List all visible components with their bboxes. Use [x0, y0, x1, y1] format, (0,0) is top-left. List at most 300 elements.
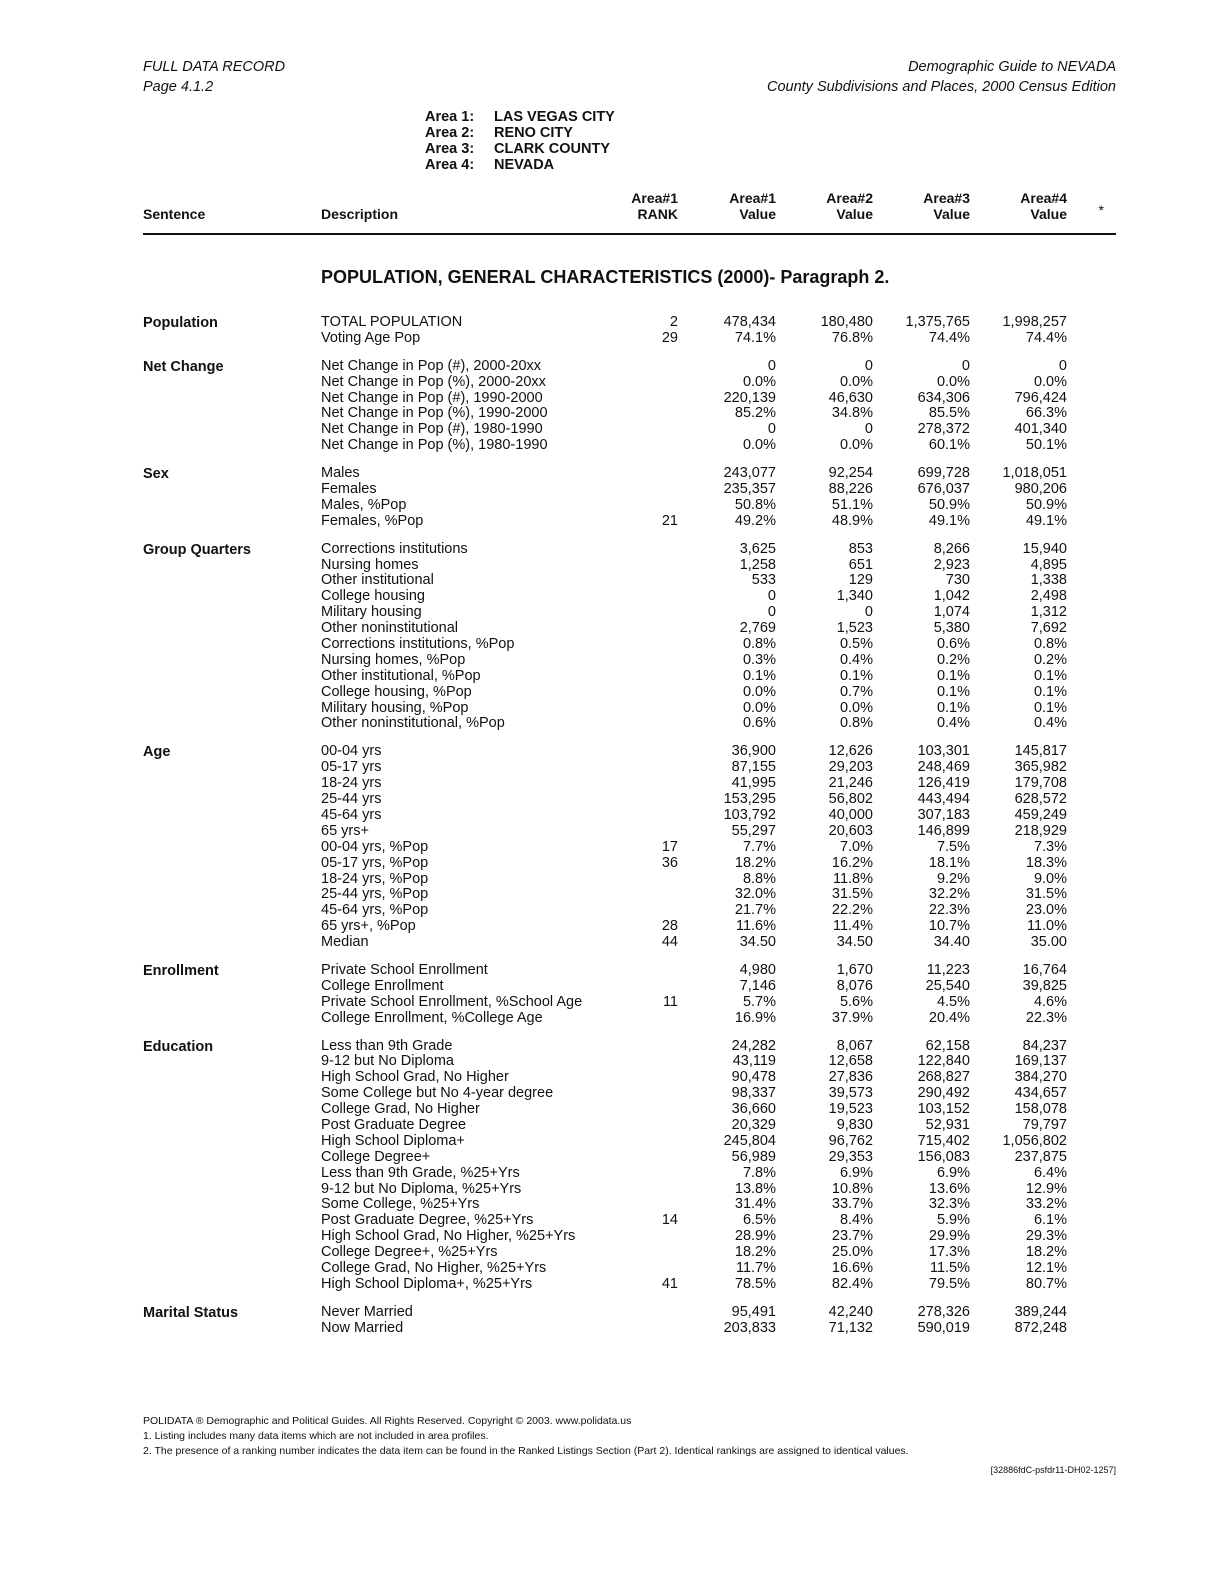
table-row	[143, 315, 1116, 331]
table-row	[143, 558, 1116, 574]
col-area2-line1: Area#2	[826, 190, 873, 206]
table-row	[143, 1086, 1116, 1102]
header-rule	[143, 233, 1116, 235]
table-row	[143, 1229, 1116, 1245]
row-area4-value: 628,572	[1014, 791, 1067, 808]
header-left	[143, 57, 285, 97]
row-area3-value: 1,074	[933, 604, 970, 621]
row-rank: 14	[661, 1212, 678, 1229]
row-area3-value: 156,083	[917, 1148, 970, 1165]
row-description: College Grad, No Higher	[321, 1101, 480, 1118]
row-area2-value: 0.4%	[839, 651, 873, 668]
row-description: Net Change in Pop (%), 2000-20xx	[321, 373, 546, 390]
row-area1-value: 56,989	[731, 1148, 776, 1165]
row-area4-value: 0.8%	[1033, 636, 1067, 653]
row-area2-value: 0.0%	[839, 373, 873, 390]
row-area4-value: 459,249	[1014, 806, 1067, 823]
row-area3-value: 18.1%	[928, 854, 970, 871]
row-area2-value: 46,630	[828, 389, 873, 406]
row-rank: 36	[661, 854, 678, 871]
data-table	[143, 315, 1116, 1349]
row-description: Never Married	[321, 1303, 413, 1320]
table-row	[143, 1118, 1116, 1134]
row-area1-value: 7,146	[739, 977, 776, 994]
row-area2-value: 29,353	[828, 1148, 873, 1165]
row-area4-value: 33.2%	[1025, 1196, 1067, 1213]
row-area2-value: 22.2%	[831, 902, 873, 919]
row-description: Net Change in Pop (#), 1990-2000	[321, 389, 543, 406]
col-rank-line2: RANK	[637, 206, 678, 222]
row-description: Nursing homes, %Pop	[321, 651, 466, 668]
section-name: Population	[143, 315, 218, 331]
row-area4-value: 31.5%	[1025, 886, 1067, 903]
row-area1-value: 2,769	[739, 620, 776, 637]
row-description: 00-04 yrs, %Pop	[321, 838, 429, 855]
row-area3-value: 5.9%	[936, 1212, 970, 1229]
row-area1-value: 533	[751, 572, 776, 589]
row-area3-value: 32.2%	[928, 886, 970, 903]
row-area4-value: 2,498	[1030, 588, 1067, 605]
table-row	[143, 1054, 1116, 1070]
row-area2-value: 27,836	[828, 1069, 873, 1086]
row-area3-value: 1,375,765	[905, 314, 970, 330]
row-area4-value: 49.1%	[1025, 512, 1067, 529]
row-description: 18-24 yrs	[321, 775, 382, 792]
row-description: Post Graduate Degree, %25+Yrs	[321, 1212, 534, 1229]
section-name: Net Change	[143, 358, 224, 375]
row-area3-value: 6.9%	[936, 1164, 970, 1181]
row-area3-value: 103,152	[917, 1101, 970, 1118]
table-row	[143, 919, 1116, 935]
row-area4-value: 9.0%	[1033, 870, 1067, 887]
paragraph-title: POPULATION, GENERAL CHARACTERISTICS (2000)- Paragraph 2.	[321, 267, 890, 287]
row-area2-value: 82.4%	[831, 1275, 873, 1292]
col-area1-value	[729, 190, 776, 222]
col-area3-line1: Area#3	[923, 190, 970, 206]
table-row	[143, 903, 1116, 919]
table-row	[143, 605, 1116, 621]
row-area2-value: 0	[864, 357, 873, 374]
row-description: 25-44 yrs	[321, 791, 382, 808]
row-description: 05-17 yrs	[321, 759, 382, 776]
col-area1-line2: Value	[739, 206, 776, 222]
row-description: Corrections institutions	[321, 540, 468, 557]
row-description: 65 yrs+, %Pop	[321, 918, 416, 935]
row-area3-value: 52,931	[925, 1116, 970, 1133]
row-area2-value: 1,340	[836, 588, 873, 605]
row-area1-value: 243,077	[723, 465, 776, 482]
footer-copyright: POLIDATA ® Demographic and Political Guides. All Rights Reserved. Copyright © 2003. www.polidata.us	[143, 1415, 632, 1427]
footer-note-2: 2. The presence of a ranking number indicates the data item can be found in the Ranked Listings Section (Part 2). Identical rankings are assigned to identical values.	[143, 1445, 909, 1457]
area-list	[425, 109, 615, 173]
row-area3-value: 11,223	[926, 961, 970, 978]
row-area4-value: 1,018,051	[1002, 465, 1067, 482]
row-area4-value: 365,982	[1014, 759, 1067, 776]
row-area3-value: 79.5%	[928, 1275, 970, 1292]
row-area2-value: 96,762	[828, 1132, 873, 1149]
row-area1-value: 8.8%	[742, 870, 776, 887]
row-area2-value: 92,254	[828, 465, 873, 482]
table-row	[143, 1261, 1116, 1277]
row-area3-value: 13.6%	[928, 1180, 970, 1197]
row-area4-value: 1,338	[1030, 572, 1067, 589]
row-area2-value: 0	[864, 604, 873, 621]
row-area2-value: 19,523	[828, 1101, 873, 1118]
row-description: TOTAL POPULATION	[321, 314, 463, 330]
row-area2-value: 11.4%	[832, 918, 873, 935]
table-row	[143, 498, 1116, 514]
row-description: 25-44 yrs, %Pop	[321, 886, 429, 903]
row-area4-value: 15,940	[1022, 540, 1067, 557]
row-description: College housing, %Pop	[321, 683, 472, 700]
row-area3-value: 0.0%	[936, 373, 970, 390]
row-area1-value: 0	[767, 421, 776, 438]
row-area4-value: 0.1%	[1033, 667, 1067, 684]
row-area1-value: 13.8%	[734, 1180, 776, 1197]
col-area1-line1: Area#1	[729, 190, 776, 206]
row-description: 9-12 but No Diploma, %25+Yrs	[321, 1180, 522, 1197]
row-description: Post Graduate Degree	[321, 1116, 467, 1133]
page-number: Page 4.1.2	[143, 79, 214, 95]
table-row	[143, 589, 1116, 605]
row-area3-value: 278,326	[917, 1303, 970, 1320]
row-description: College Enrollment	[321, 977, 444, 994]
row-area4-value: 237,875	[1014, 1148, 1067, 1165]
row-area1-value: 478,434	[723, 314, 776, 330]
row-description: Females, %Pop	[321, 512, 424, 529]
row-area4-value: 0.0%	[1033, 373, 1067, 390]
col-area3-line2: Value	[933, 206, 970, 222]
col-area3-value	[923, 190, 970, 222]
row-area2-value: 0	[864, 421, 873, 438]
area-row	[425, 125, 615, 141]
row-description: 05-17 yrs, %Pop	[321, 854, 429, 871]
row-area2-value: 180,480	[820, 314, 873, 330]
row-area2-value: 1,670	[836, 961, 873, 978]
row-area4-value: 12.9%	[1025, 1180, 1067, 1197]
row-area3-value: 307,183	[917, 806, 970, 823]
row-description: Other institutional, %Pop	[321, 667, 481, 684]
row-area3-value: 17.3%	[928, 1244, 970, 1261]
table-row	[143, 840, 1116, 856]
col-area4-line1: Area#4	[1020, 190, 1067, 206]
row-area4-value: 218,929	[1014, 822, 1067, 839]
row-description: College Degree+, %25+Yrs	[321, 1244, 498, 1261]
row-area1-value: 3,625	[739, 540, 776, 557]
table-row	[143, 808, 1116, 824]
table-row	[143, 438, 1116, 454]
row-area3-value: 278,372	[917, 421, 970, 438]
row-description: Voting Age Pop	[321, 329, 421, 346]
row-description: Less than 9th Grade	[321, 1037, 453, 1054]
row-area3-value: 0.1%	[936, 667, 970, 684]
row-area4-value: 12.1%	[1025, 1259, 1067, 1276]
area-row	[425, 109, 615, 125]
row-area4-value: 4.6%	[1033, 993, 1067, 1010]
row-area1-value: 24,282	[731, 1037, 776, 1054]
row-area1-value: 21.7%	[734, 902, 776, 919]
row-description: Now Married	[321, 1319, 404, 1336]
row-area1-value: 0.0%	[742, 437, 776, 454]
row-area3-value: 1,042	[933, 588, 970, 605]
row-area1-value: 235,357	[723, 481, 776, 498]
col-sentence: Sentence	[143, 206, 206, 222]
table-row	[143, 1321, 1116, 1337]
table-row	[143, 716, 1116, 732]
row-area4-value: 872,248	[1014, 1319, 1067, 1336]
row-area4-value: 169,137	[1014, 1053, 1067, 1070]
row-area4-value: 384,270	[1014, 1069, 1067, 1086]
row-area3-value: 49.1%	[928, 512, 970, 529]
table-row	[143, 979, 1116, 995]
row-area3-value: 2,923	[933, 556, 970, 573]
row-area3-value: 0.1%	[936, 699, 970, 716]
row-description: Some College but No 4-year degree	[321, 1085, 554, 1102]
table-row	[143, 935, 1116, 951]
table-row	[143, 856, 1116, 872]
row-area1-value: 0.0%	[742, 373, 776, 390]
row-description: College Enrollment, %College Age	[321, 1009, 543, 1026]
row-area1-value: 95,491	[731, 1303, 776, 1320]
row-area1-value: 5.7%	[742, 993, 776, 1010]
row-area2-value: 76.8%	[831, 329, 873, 346]
row-description: 18-24 yrs, %Pop	[321, 870, 429, 887]
section-name: Enrollment	[143, 962, 219, 979]
col-area2-value	[826, 190, 873, 222]
row-area3-value: 248,469	[917, 759, 970, 776]
row-area1-value: 7.7%	[742, 838, 776, 855]
row-area2-value: 88,226	[828, 481, 873, 498]
row-area4-value: 0.2%	[1033, 651, 1067, 668]
row-area1-value: 11.6%	[735, 918, 776, 935]
table-row	[143, 391, 1116, 407]
row-area1-value: 1,258	[739, 556, 776, 573]
row-area3-value: 0.2%	[936, 651, 970, 668]
section	[143, 359, 1116, 454]
row-area3-value: 146,899	[917, 822, 970, 839]
row-area2-value: 0.1%	[839, 667, 873, 684]
row-area1-value: 55,297	[731, 822, 776, 839]
row-area2-value: 56,802	[828, 791, 873, 808]
row-area3-value: 34.40	[933, 934, 970, 951]
row-area2-value: 11.8%	[832, 870, 873, 887]
row-area1-value: 103,792	[723, 806, 776, 823]
row-area3-value: 7.5%	[936, 838, 970, 855]
row-description: Private School Enrollment	[321, 961, 488, 978]
row-area4-value: 389,244	[1014, 1303, 1067, 1320]
table-row	[143, 1182, 1116, 1198]
table-row	[143, 466, 1116, 482]
row-rank: 2	[669, 314, 678, 330]
row-description: Net Change in Pop (%), 1980-1990	[321, 437, 548, 454]
row-area1-value: 43,119	[732, 1053, 776, 1070]
row-area2-value: 8.4%	[839, 1212, 873, 1229]
row-area3-value: 62,158	[925, 1037, 970, 1054]
table-row	[143, 887, 1116, 903]
table-row	[143, 872, 1116, 888]
row-area2-value: 34.8%	[831, 405, 873, 422]
row-area1-value: 32.0%	[734, 886, 776, 903]
table-row	[143, 1166, 1116, 1182]
table-row	[143, 792, 1116, 808]
row-area2-value: 0.5%	[839, 636, 873, 653]
row-area4-value: 7.3%	[1033, 838, 1067, 855]
row-area2-value: 40,000	[828, 806, 873, 823]
section	[143, 744, 1116, 951]
row-area1-value: 0.0%	[742, 699, 776, 716]
row-description: High School Diploma+, %25+Yrs	[321, 1275, 533, 1292]
row-area3-value: 676,037	[917, 481, 970, 498]
table-row	[143, 331, 1116, 347]
row-area3-value: 268,827	[917, 1069, 970, 1086]
table-row	[143, 1134, 1116, 1150]
row-description: High School Diploma+	[321, 1132, 465, 1149]
row-area4-value: 1,998,257	[1002, 314, 1067, 330]
row-description: Net Change in Pop (#), 2000-20xx	[321, 357, 542, 374]
col-star: *	[1098, 202, 1104, 218]
table-row	[143, 514, 1116, 530]
row-area3-value: 103,301	[917, 743, 970, 760]
row-area3-value: 443,494	[917, 791, 970, 808]
row-rank: 29	[661, 329, 678, 346]
section	[143, 1039, 1116, 1293]
row-area4-value: 11.0%	[1026, 918, 1067, 935]
row-description: 00-04 yrs	[321, 743, 382, 760]
section	[143, 466, 1116, 530]
area-name: LAS VEGAS CITY	[494, 109, 615, 125]
row-description: Corrections institutions, %Pop	[321, 636, 515, 653]
table-row	[143, 760, 1116, 776]
row-area2-value: 42,240	[828, 1303, 873, 1320]
guide-title: Demographic Guide to NEVADA	[908, 59, 1116, 75]
row-area2-value: 12,626	[828, 743, 873, 760]
row-area4-value: 796,424	[1014, 389, 1067, 406]
row-area2-value: 25.0%	[831, 1244, 873, 1261]
section-name: Group Quarters	[143, 541, 251, 558]
row-area3-value: 634,306	[917, 389, 970, 406]
row-area1-value: 0.8%	[742, 636, 776, 653]
row-area3-value: 5,380	[933, 620, 970, 637]
row-area2-value: 129	[848, 572, 873, 589]
row-area2-value: 0.0%	[839, 437, 873, 454]
row-area4-value: 145,817	[1014, 743, 1067, 760]
row-area4-value: 179,708	[1014, 775, 1067, 792]
row-area2-value: 16.6%	[831, 1259, 873, 1276]
footer-note-1: 1. Listing includes many data items which are not included in area profiles.	[143, 1430, 489, 1442]
row-area2-value: 71,132	[828, 1319, 873, 1336]
row-area1-value: 90,478	[731, 1069, 776, 1086]
row-description: Males, %Pop	[321, 496, 407, 513]
table-row	[143, 824, 1116, 840]
row-area1-value: 20,329	[731, 1116, 776, 1133]
document-code: [32886fdC-psfdr11-DH02-1257]	[990, 1465, 1116, 1475]
row-area1-value: 78.5%	[734, 1275, 776, 1292]
row-area4-value: 79,797	[1022, 1116, 1067, 1133]
row-area1-value: 18.2%	[734, 854, 776, 871]
row-area2-value: 7.0%	[839, 838, 873, 855]
row-description: Median	[321, 934, 369, 951]
table-row	[143, 995, 1116, 1011]
row-description: High School Grad, No Higher	[321, 1069, 509, 1086]
row-area2-value: 21,246	[828, 775, 873, 792]
table-row	[143, 1277, 1116, 1293]
row-area1-value: 6.5%	[742, 1212, 776, 1229]
row-area4-value: 74.4%	[1025, 329, 1067, 346]
row-description: Other noninstitutional, %Pop	[321, 715, 505, 732]
row-area2-value: 1,523	[836, 620, 873, 637]
row-area2-value: 29,203	[828, 759, 873, 776]
row-area1-value: 16.9%	[734, 1009, 776, 1026]
area-label: Area 4:	[425, 157, 475, 173]
row-area3-value: 0.6%	[936, 636, 970, 653]
table-row	[143, 1102, 1116, 1118]
row-area2-value: 48.9%	[831, 512, 873, 529]
row-area1-value: 31.4%	[734, 1196, 776, 1213]
row-area2-value: 8,067	[836, 1037, 873, 1054]
row-area4-value: 84,237	[1022, 1037, 1067, 1054]
row-area3-value: 74.4%	[928, 329, 970, 346]
row-area2-value: 34.50	[836, 934, 873, 951]
header-right	[767, 57, 1116, 97]
table-row	[143, 621, 1116, 637]
section	[143, 542, 1116, 733]
row-area3-value: 25,540	[925, 977, 970, 994]
section-name: Age	[143, 744, 171, 761]
col-rank-line1: Area#1	[631, 190, 678, 206]
row-area3-value: 730	[945, 572, 970, 589]
row-area3-value: 590,019	[917, 1319, 970, 1336]
row-area3-value: 60.1%	[928, 437, 970, 454]
row-area1-value: 0.3%	[742, 651, 776, 668]
row-area1-value: 245,804	[723, 1132, 776, 1149]
row-area4-value: 66.3%	[1025, 405, 1067, 422]
row-area1-value: 203,833	[723, 1319, 776, 1336]
row-area3-value: 10.7%	[928, 918, 970, 935]
row-area2-value: 23.7%	[831, 1228, 873, 1245]
row-area3-value: 9.2%	[936, 870, 970, 887]
row-area3-value: 22.3%	[928, 902, 970, 919]
section-name: Marital Status	[143, 1304, 239, 1321]
row-area3-value: 50.9%	[928, 496, 970, 513]
row-area2-value: 51.1%	[831, 496, 873, 513]
row-area3-value: 4.5%	[936, 993, 970, 1010]
guide-subtitle: County Subdivisions and Places, 2000 Census Edition	[766, 79, 1116, 95]
row-area1-value: 28.9%	[734, 1228, 776, 1245]
row-area4-value: 80.7%	[1025, 1275, 1067, 1292]
row-area2-value: 0.8%	[839, 715, 873, 732]
row-area1-value: 4,980	[739, 961, 776, 978]
row-area3-value: 0.4%	[936, 715, 970, 732]
row-area3-value: 715,402	[917, 1132, 970, 1149]
row-area4-value: 6.4%	[1033, 1164, 1067, 1181]
row-area1-value: 0.1%	[742, 667, 776, 684]
table-row	[143, 685, 1116, 701]
row-area3-value: 8,266	[933, 540, 970, 557]
row-area1-value: 0	[767, 588, 776, 605]
table-row	[143, 1070, 1116, 1086]
table-row	[143, 573, 1116, 589]
row-rank: 44	[661, 934, 678, 951]
row-area2-value: 12,658	[828, 1053, 873, 1070]
area-row	[425, 141, 615, 157]
row-area2-value: 33.7%	[831, 1196, 873, 1213]
table-row	[143, 1245, 1116, 1261]
area-row	[425, 157, 615, 173]
row-area4-value: 7,692	[1030, 620, 1067, 637]
table-row	[143, 1197, 1116, 1213]
row-area1-value: 0	[767, 604, 776, 621]
row-area2-value: 8,076	[836, 977, 873, 994]
